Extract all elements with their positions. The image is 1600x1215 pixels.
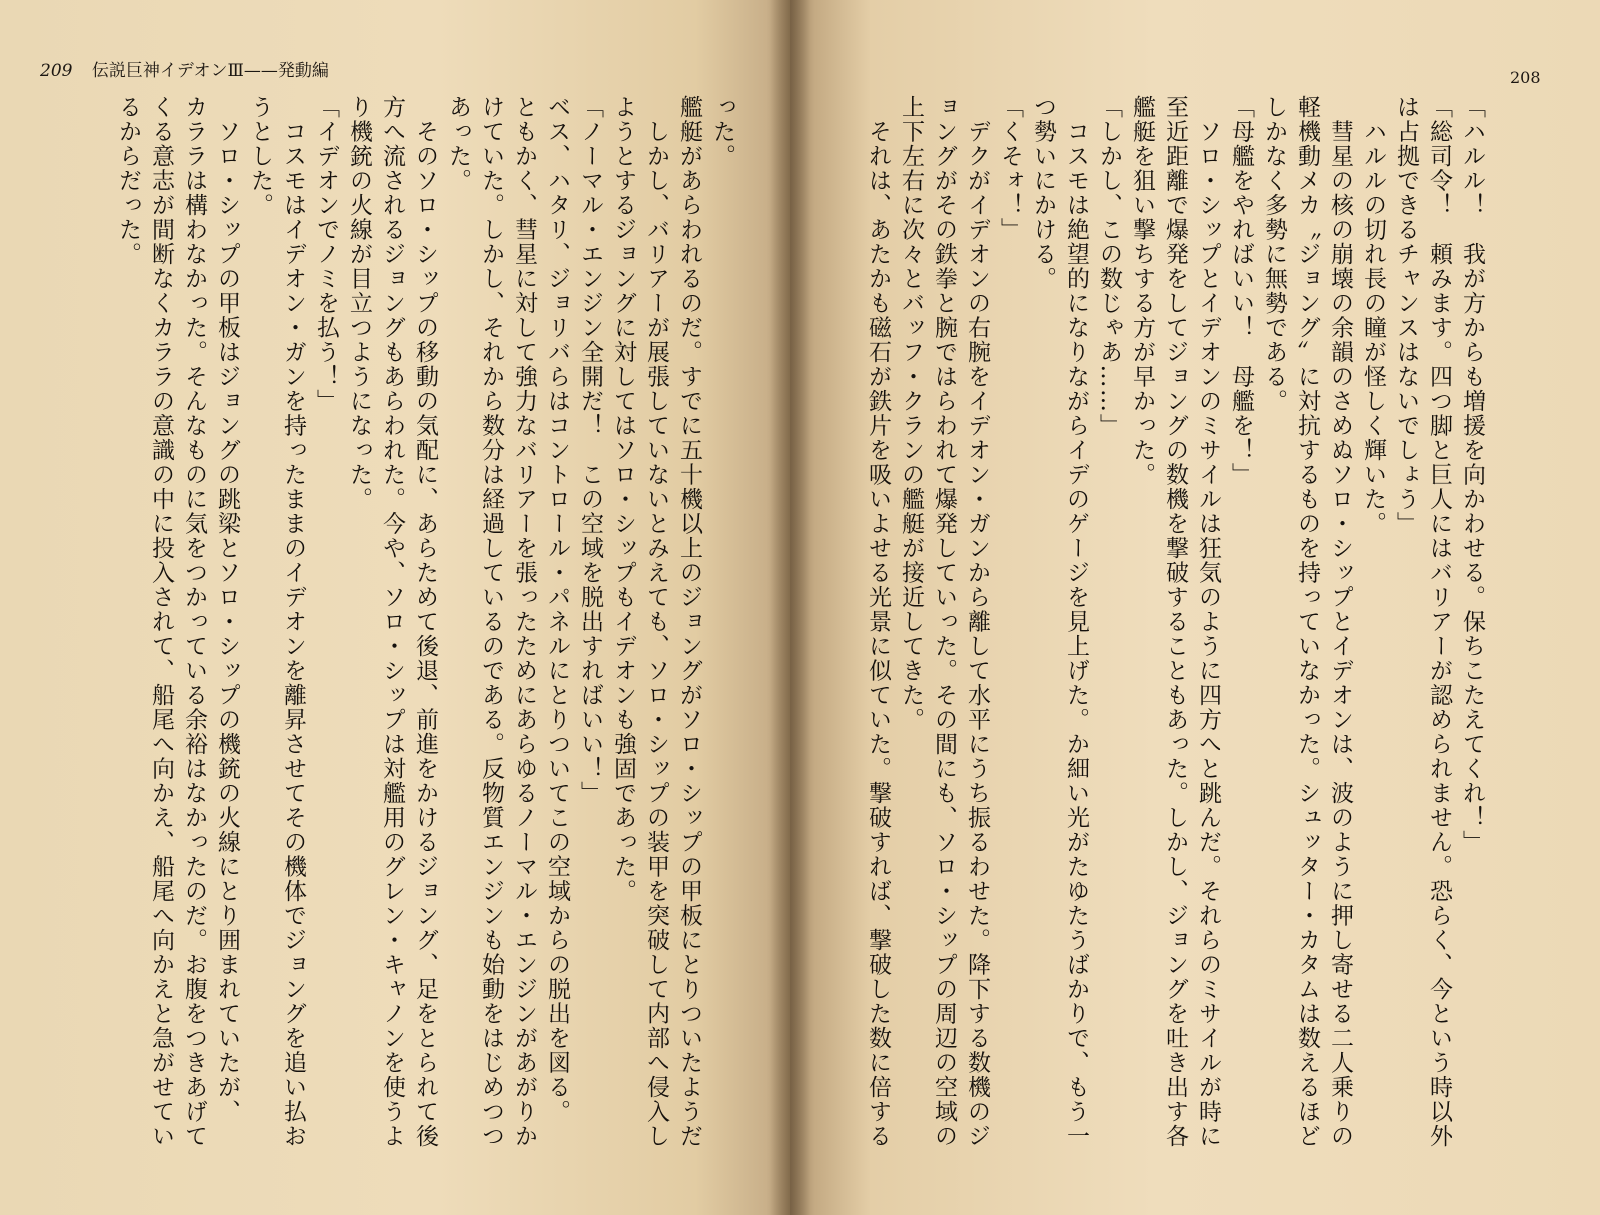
text-line: しかし、バリアーが展張していないとみえても、ソロ・シップの装甲を突破して内部へ侵入し bbox=[643, 95, 669, 1149]
text-line: った。 bbox=[709, 95, 735, 169]
text-line: 艦艇を狙い撃ちする方が早かった。 bbox=[1129, 95, 1155, 487]
text-line: 上下左右に次々とバッフ・クランの艦艇が接近してきた。 bbox=[898, 95, 924, 732]
text-line: そのソロ・シップの移動の気配に、あらためて後退、前進をかけるジョング、足をとられて後 bbox=[412, 95, 438, 1149]
text-line: ソロ・シップの甲板はジョングの跳梁とソロ・シップの機銃の火線にとり囲まれていたが、 bbox=[214, 95, 240, 1124]
text-line: コスモはイデオン・ガンを持ったままのイデオンを離昇させてその機体でジョングを追い払お bbox=[280, 95, 306, 1149]
text-line: 軽機動メカ〝ジョング〟に対抗するものを持っていなかった。シュッター・カタムは数えるほど bbox=[1294, 95, 1320, 1149]
text-line: カララは構わなかった。そんなものに気をつかっている余裕はなかったのだ。お腹をつきあげて bbox=[181, 95, 207, 1149]
running-title: 伝説巨神イデオンⅢ——発動編 bbox=[91, 61, 329, 81]
text-line: ハルルの切れ長の瞳が怪しく輝いた。 bbox=[1360, 95, 1386, 536]
text-line: 「イデオンでノミを払う！」 bbox=[313, 95, 339, 414]
text-line: ともかく、彗星に対して強力なバリアーを張ったためにあらゆるノーマル・エンジンがあがりか bbox=[511, 95, 537, 1149]
text-line: 「母艦をやればいい！ 母艦を！」 bbox=[1228, 95, 1254, 487]
text-line: ソロ・シップとイデオンのミサイルは狂気のように四方へと跳んだ。それらのミサイルが時に bbox=[1195, 95, 1221, 1149]
text-line: ようとするジョングに対してはソロ・シップもイデオンも強固であった。 bbox=[610, 95, 636, 904]
text-line: ベス、ハタリ、ジョリバらはコントロール・パネルにとりついてこの空域からの脱出を図る。 bbox=[544, 95, 570, 1124]
text-line: しかなく多勢に無勢である。 bbox=[1261, 95, 1287, 414]
text-line: 至近距離で爆発をしてジョングの数機を撃破することもあった。しかし、ジョングを吐き出す各 bbox=[1162, 95, 1188, 1149]
text-line: くる意志が間断なくカララの意識の中に投入されて、船尾へ向かえ、船尾へ向かえと急がせてい bbox=[148, 95, 174, 1149]
text-line: るからだった。 bbox=[115, 95, 141, 267]
text-line: 「総司令！ 頼みます。四つ脚と巨人にはバリアーが認められません。恐らく、今という時以外 bbox=[1426, 95, 1452, 1149]
text-line: それは、あたかも磁石が鉄片を吸いよせる光景に似ていた。撃破すれば、撃破した数に倍する bbox=[865, 95, 891, 1149]
left-page-text bbox=[38, 95, 738, 1175]
text-line: うとした。 bbox=[247, 95, 273, 218]
text-line: 艦艇があらわれるのだ。すでに五十機以上のジョングがソロ・シップの甲板にとりついたようだ bbox=[676, 95, 702, 1149]
text-line: コスモは絶望的になりながらイデのゲージを見上げた。か細い光がたゆたうばかりで、もう一 bbox=[1063, 95, 1089, 1149]
text-line: あった。 bbox=[445, 95, 471, 193]
text-line: 「しかし、この数じゃあ……」 bbox=[1096, 95, 1122, 438]
text-line: デクがイデオンの右腕をイデオン・ガンから離して水平にうち振るわせた。降下する数機のジ bbox=[964, 95, 990, 1149]
left-page-number: 209 bbox=[40, 61, 73, 81]
text-line: り機銃の火線が目立つようになった。 bbox=[346, 95, 372, 512]
book-gutter bbox=[770, 0, 810, 1215]
text-line: は占拠できるチャンスはないでしょう」 bbox=[1393, 95, 1419, 536]
text-line: けていた。しかし、それから数分は経過しているのである。反物質エンジンも始動をはじめつつ bbox=[478, 95, 504, 1149]
running-head bbox=[40, 56, 329, 81]
right-page-text bbox=[820, 95, 1488, 1175]
text-line: つ勢いにかける。 bbox=[1030, 95, 1056, 291]
text-line: 「くそォ！」 bbox=[997, 95, 1023, 242]
text-line: 「ノーマル・エンジン全開だ！ この空域を脱出すればいい！」 bbox=[577, 95, 603, 806]
text-line: 彗星の核の崩壊の余韻のさめぬソロ・シップとイデオンは、波のように押し寄せる二人乗りの bbox=[1327, 95, 1353, 1149]
right-page-number: 208 bbox=[1510, 68, 1541, 87]
text-line: 方へ流されるジョングもあらわれた。今や、ソロ・シップは対艦用のグレン・キャノンを使うよ bbox=[379, 95, 405, 1149]
text-line: 「ハルル！ 我が方からも増援を向かわせる。保ちこたえてくれ！」 bbox=[1459, 95, 1485, 855]
text-line: ョングがその鉄拳と腕ではらわれて爆発していった。その間にも、ソロ・シップの周辺の空域の bbox=[931, 95, 957, 1149]
